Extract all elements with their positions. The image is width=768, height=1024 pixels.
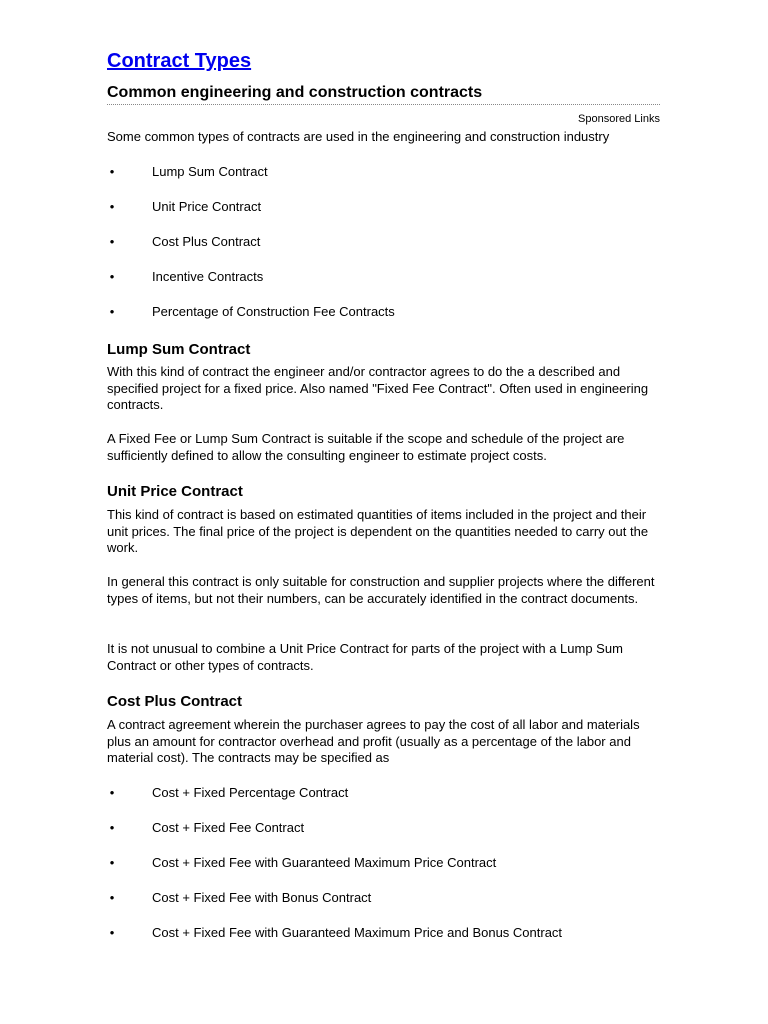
section-heading-lump-sum: Lump Sum Contract	[107, 341, 251, 358]
cost-plus-paragraph-1: A contract agreement wherein the purchaser agrees to pay the cost of all labor and materials plus an amount for contractor overhead and profit (usually as a percentage of the labor and material cost). The contracts may be specified as	[107, 717, 640, 765]
bullet-icon: •	[109, 199, 115, 214]
list-item: • Cost + Fixed Fee Contract	[130, 820, 304, 836]
bullet-icon: •	[109, 164, 115, 179]
list-item: • Incentive Contracts	[130, 269, 263, 285]
list-item: • Cost + Fixed Fee with Bonus Contract	[130, 890, 371, 906]
list-item: • Cost + Fixed Fee with Guaranteed Maximum Price Contract	[130, 855, 496, 871]
bullet-icon: •	[109, 269, 115, 284]
lump-sum-paragraph-2: A Fixed Fee or Lump Sum Contract is suitable if the scope and schedule of the project are sufficiently defined to allow the consulting engineer to estimate project costs.	[107, 431, 625, 463]
bullet-icon: •	[109, 785, 115, 800]
dotted-divider	[107, 104, 660, 105]
list-item: • Cost Plus Contract	[130, 234, 260, 250]
bullet-icon: •	[109, 925, 115, 940]
list-item: • Percentage of Construction Fee Contracts	[130, 304, 395, 320]
section-heading-unit-price: Unit Price Contract	[107, 483, 243, 500]
bullet-icon: •	[109, 890, 115, 905]
sponsored-links-label: Sponsored Links	[578, 113, 660, 125]
bullet-icon: •	[109, 234, 115, 249]
unit-price-paragraph-3: It is not unusual to combine a Unit Price Contract for parts of the project with a Lump Sum Contract or other types of contracts.	[107, 641, 623, 673]
intro-paragraph: Some common types of contracts are used in the engineering and construction industry	[107, 129, 610, 144]
unit-price-paragraph-2: In general this contract is only suitable for construction and supplier projects where the different types of items, but not their numbers, can be accurately identified in the contract documents.	[107, 574, 655, 606]
list-item: • Lump Sum Contract	[130, 164, 268, 180]
bullet-icon: •	[109, 304, 115, 319]
bullet-icon: •	[109, 820, 115, 835]
section-heading-cost-plus: Cost Plus Contract	[107, 693, 243, 710]
page-title-link[interactable]: Contract Types	[107, 50, 252, 72]
unit-price-paragraph-1: This kind of contract is based on estimated quantities of items included in the project and their unit prices. The final price of the project is dependent on the quantities needed to carry out the work.	[107, 507, 649, 555]
bullet-icon: •	[109, 855, 115, 870]
list-item: • Cost + Fixed Percentage Contract	[130, 785, 348, 801]
list-item: • Unit Price Contract	[130, 199, 261, 215]
lump-sum-paragraph-1: With this kind of contract the engineer and/or contractor agrees to do the a described and specified project for a fixed price. Also named "Fixed Fee Contract". Often used in engineering contracts.	[107, 364, 649, 412]
page-subtitle: Common engineering and construction contracts	[107, 84, 483, 101]
list-item: • Cost + Fixed Fee with Guaranteed Maximum Price and Bonus Contract	[130, 925, 562, 941]
